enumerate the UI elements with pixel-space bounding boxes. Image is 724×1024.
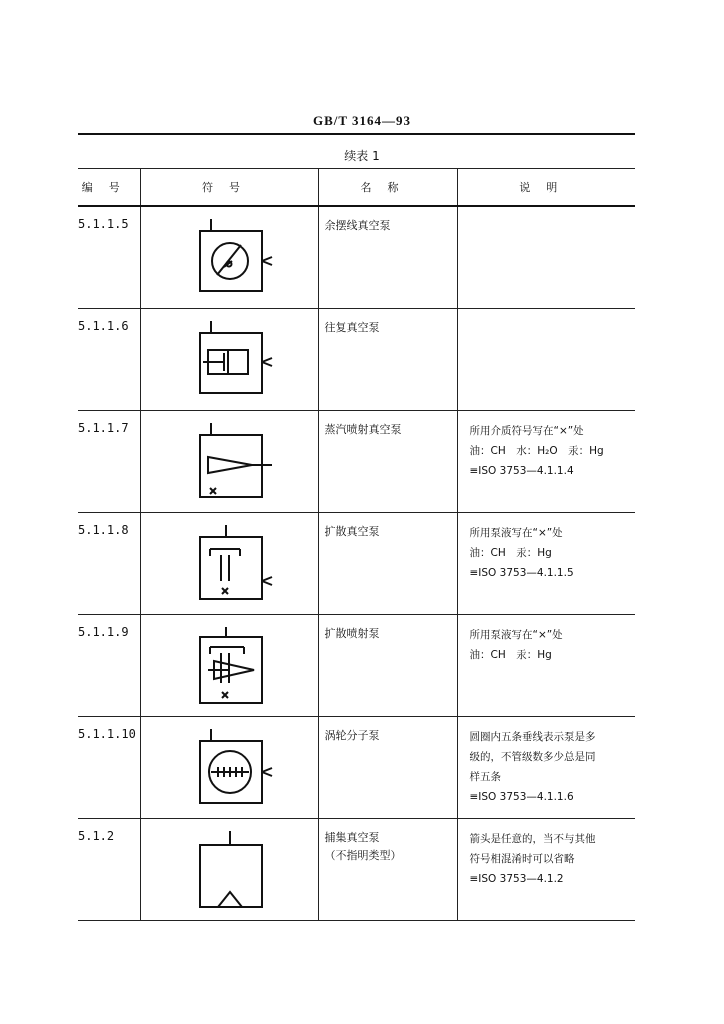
pump-name: 往复真空泵	[324, 320, 380, 334]
table-row	[78, 818, 635, 920]
pump-name: 捕集真空泵	[324, 830, 380, 844]
entrapment-pump-icon	[184, 829, 274, 909]
pump-name: 扩散喷射泵	[324, 626, 380, 640]
table-row	[78, 206, 635, 308]
row-number: 5.1.1.6	[78, 308, 140, 410]
pump-name: 余摆线真空泵	[324, 219, 391, 232]
vapor-jet-pump-icon	[184, 421, 274, 501]
oscillating-piston-pump-icon	[184, 217, 274, 297]
header-rule	[78, 133, 635, 135]
row-number: 5.1.1.9	[78, 614, 140, 716]
desc-line: 级的，不管级数多少总是同	[469, 750, 596, 763]
desc-line: 箭头是任意的，当不与其他	[469, 832, 596, 845]
desc-line: 油：CH 水：H₂O 汞：Hg	[469, 444, 604, 457]
table-header-row	[78, 169, 635, 207]
col-header-symbol: 符号	[140, 169, 318, 207]
table-row	[78, 308, 635, 410]
desc-line: 所用泵液写在“×”处	[469, 526, 563, 539]
desc-line: 所用介质符号写在“×”处	[469, 424, 584, 437]
desc-line: ≡ISO 3753—4.1.1.5	[469, 566, 574, 579]
pump-name: 涡轮分子泵	[324, 728, 380, 742]
table-row	[78, 410, 635, 512]
col-header-number: 编号	[78, 169, 140, 207]
reciprocating-pump-icon	[184, 319, 274, 399]
desc-line: 所用泵液写在“×”处	[469, 628, 563, 641]
desc-line: ≡ISO 3753—4.1.2	[469, 872, 564, 885]
table-row	[78, 512, 635, 614]
diffusion-ejector-pump-icon	[184, 625, 274, 705]
row-number: 5.1.1.8	[78, 512, 140, 614]
desc-line: ≡ISO 3753—4.1.1.4	[469, 464, 574, 477]
standard-header: GB/T 3164—93	[312, 113, 412, 128]
desc-line: 油：CH 汞：Hg	[469, 546, 552, 559]
pump-name: 蒸汽喷射真空泵	[324, 422, 402, 436]
desc-line: 圆圈内五条垂线表示泵是多	[469, 730, 596, 743]
diffusion-pump-icon	[184, 523, 274, 603]
symbol-table	[78, 168, 635, 921]
desc-line: 符号相混淆时可以省略	[469, 852, 575, 865]
col-header-description: 说明	[457, 169, 635, 207]
row-number: 5.1.1.7	[78, 410, 140, 512]
pump-name: 扩散真空泵	[324, 524, 380, 538]
table-row	[78, 716, 635, 818]
table-caption: 续表 1	[344, 149, 380, 163]
pump-name-note: （不指明类型）	[324, 848, 402, 862]
desc-line: ≡ISO 3753—4.1.1.6	[469, 790, 574, 803]
table-row	[78, 614, 635, 716]
row-number: 5.1.2	[78, 818, 140, 920]
col-header-name: 名称	[318, 169, 457, 207]
turbomolecular-pump-icon	[184, 727, 274, 807]
desc-line: 样五条	[469, 770, 501, 783]
row-number: 5.1.1.5	[78, 206, 140, 308]
row-number: 5.1.1.10	[78, 716, 140, 818]
desc-line: 油：CH 汞：Hg	[469, 648, 552, 661]
